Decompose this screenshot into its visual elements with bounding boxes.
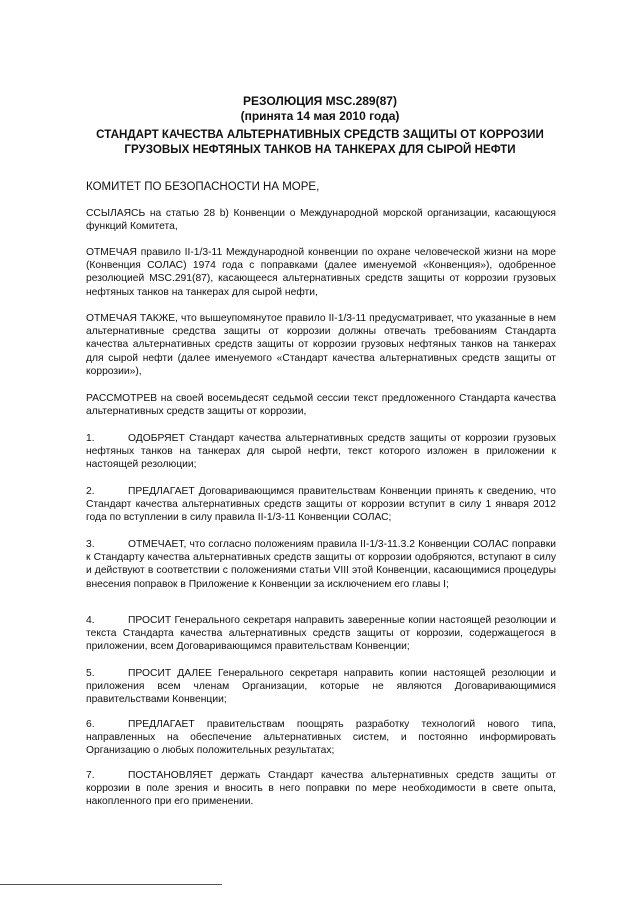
resolution-title: РЕЗОЛЮЦИЯ MSC.289(87) xyxy=(243,94,397,108)
resolution-subject xyxy=(0,127,640,157)
paragraph-number: 1. xyxy=(86,433,95,444)
operative-paragraph-2 xyxy=(86,485,556,525)
adoption-date: (принята 14 мая 2010 года) xyxy=(240,109,400,123)
committee-line: КОМИТЕТ ПО БЕЗОПАСНОСТИ НА МОРЕ, xyxy=(86,181,320,193)
operative-paragraph-7 xyxy=(86,769,556,809)
paragraph-number: 3. xyxy=(86,539,95,550)
paragraph-number: 7. xyxy=(86,770,95,781)
preamble-noting-also: ОТМЕЧАЯ ТАКЖЕ, что вышеупомянутое правило II-1/3-11 предусматривает, что указанные в нем альтернативные средства защиты от коррозии должны отвечать требованиям Стандарта качества альтернативных средств защиты от коррозии грузовых нефтяных танков на танкерах для сырой нефти (далее именуемого «Стандарт качества альтернативных средств защиты от коррозии»), xyxy=(86,313,556,377)
paragraph-number: 5. xyxy=(86,668,95,679)
operative-paragraph-1 xyxy=(86,432,556,472)
paragraph-text: ПОСТАНОВЛЯЕТ держать Стандарт качества альтернативных средств защиты от коррозии в поле зрения и вносить в него поправки по мере необходимости в свете опыта, накопленного при его применении. xyxy=(86,770,556,808)
paragraph-text: ПРЕДЛАГАЕТ Договаривающимся правительствам Конвенции принять к сведению, что Стандарт качества альтернативных средств защиты от коррозии вступит в силу 1 января 2012 года по вступлении в силу правила II-1/3-11 Конвенции СОЛАС; xyxy=(86,486,556,524)
paragraph-text: ОДОБРЯЕТ Стандарт качества альтернативных средств защиты от коррозии грузовых нефтяных танков на танкерах для сырой нефти, текст которого изложен в приложении к настоящей резолюции; xyxy=(86,433,556,471)
operative-paragraph-5 xyxy=(86,667,556,707)
operative-paragraph-4 xyxy=(86,614,556,654)
paragraph-number: 6. xyxy=(86,719,95,730)
preamble-recalling: ССЫЛАЯСЬ на статью 28 b) Конвенции о Международной морской организации, касающуюся функций Комитета, xyxy=(86,208,556,233)
operative-paragraph-6 xyxy=(86,718,556,758)
subject-line-1: СТАНДАРТ КАЧЕСТВА АЛЬТЕРНАТИВНЫХ СРЕДСТВ ЗАЩИТЫ ОТ КОРРОЗИИ xyxy=(96,128,544,141)
paragraph-text: ПРЕДЛАГАЕТ правительствам поощрять разработку технологий нового типа, направленных на обеспечение альтернативных систем, и постоянно информировать Организацию о любых положительных результатах; xyxy=(86,719,556,757)
paragraph-number: 4. xyxy=(86,615,95,626)
operative-paragraph-3 xyxy=(86,538,556,591)
subject-line-2: ГРУЗОВЫХ НЕФТЯНЫХ ТАНКОВ НА ТАНКЕРАХ ДЛЯ СЫРОЙ НЕФТИ xyxy=(124,143,516,156)
footnote-separator xyxy=(0,884,222,885)
paragraph-text: ПРОСИТ ДАЛЕЕ Генерального секретаря направить копии настоящей резолюции и приложения всем членам Организации, которые не являются Договаривающимися правительствами Конвенции; xyxy=(86,668,556,706)
paragraph-text: ПРОСИТ Генерального секретаря направить заверенные копии настоящей резолюции и текста Стандарта качества альтернативных средств защиты от коррозии, содержащегося в приложении, всем Договаривающимся правительствам Конвенции; xyxy=(86,615,556,653)
paragraph-number: 2. xyxy=(86,486,95,497)
resolution-header xyxy=(0,94,640,124)
preamble-having-considered: РАССМОТРЕВ на своей восемьдесят седьмой сессии текст предложенного Стандарта качества альтернативных средств защиты от коррозии, xyxy=(86,393,556,418)
preamble-noting: ОТМЕЧАЯ правило II-1/3-11 Международной конвенции по охране человеческой жизни на море (Конвенция СОЛАС) 1974 года с поправками (далее именуемой «Конвенция»), одобренное резолюцией MSC.291(87), касающееся альтернативных средств защиты от коррозии грузовых нефтяных танков на танкерах для сырой нефти, xyxy=(86,247,556,298)
paragraph-text: ОТМЕЧАЕТ, что согласно положениям правила II-1/3-11.3.2 Конвенции СОЛАС поправки к Стандарту качества альтернативных средств защиты от коррозии одобряются, вступают в силу и действуют в соответствии с положениями статьи VIII этой Конвенции, касающимися процедуры внесения поправок в Приложение к Конвенции за исключением его главы I; xyxy=(86,539,556,590)
